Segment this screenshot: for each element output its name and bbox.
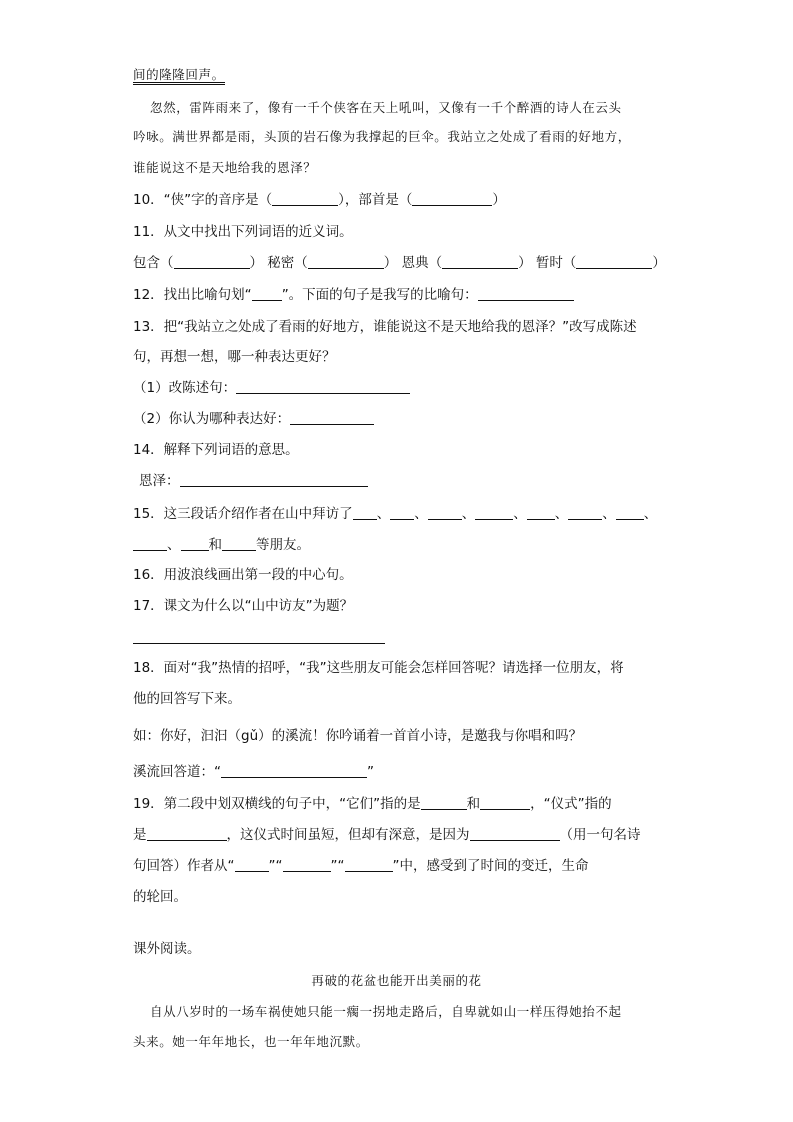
answer-blank[interactable] bbox=[616, 505, 644, 520]
question-19-line3 bbox=[133, 857, 589, 875]
answer-blank[interactable] bbox=[221, 763, 367, 778]
answer-blank[interactable] bbox=[235, 857, 269, 872]
question-19 bbox=[133, 795, 612, 813]
answer-blank[interactable] bbox=[174, 254, 250, 269]
question-text: 10．“侠”字的音序是（ bbox=[133, 192, 273, 208]
question-text: ） 暂时（ bbox=[518, 255, 577, 271]
question-text: 和 bbox=[466, 796, 481, 812]
question-text: ”。下面的句子是我写的比喻句： bbox=[281, 287, 478, 303]
answer-blank[interactable] bbox=[442, 254, 518, 269]
separator: 、 bbox=[554, 506, 569, 522]
article-title: 再破的花盆也能开出美丽的花 bbox=[311, 973, 482, 988]
answer-blank[interactable] bbox=[236, 379, 410, 394]
question-text: 包含（ bbox=[133, 255, 174, 271]
answer-blank[interactable] bbox=[568, 505, 602, 520]
passage-line bbox=[133, 66, 225, 84]
question-13-line2: 句，再想一想，哪一种表达更好？ bbox=[133, 349, 336, 365]
separator: 、 bbox=[376, 506, 391, 522]
question-15-line2 bbox=[133, 536, 310, 554]
question-17: 17．课文为什么以“山中访友”为题？ bbox=[133, 598, 354, 614]
question-10 bbox=[133, 191, 506, 209]
question-text: 19．第二段中划双横线的句子中，“它们”指的是 bbox=[133, 796, 421, 812]
question-16: 16．用波浪线画出第一段的中心句。 bbox=[133, 567, 353, 583]
question-text: ”“ bbox=[330, 858, 345, 874]
separator: 、 bbox=[643, 506, 658, 522]
answer-blank[interactable] bbox=[252, 286, 282, 301]
passage-line: 忽然，雷阵雨来了，像有一千个侠客在天上吼叫，又像有一千个醉酒的诗人在云头 bbox=[150, 100, 622, 115]
separator: 、 bbox=[414, 506, 428, 522]
question-text: ） 恩典（ bbox=[383, 255, 443, 271]
answer-blank[interactable] bbox=[527, 505, 555, 520]
question-text: ”“ bbox=[268, 858, 283, 874]
answer-blank[interactable] bbox=[147, 826, 227, 841]
separator: 、 bbox=[602, 506, 616, 522]
question-text: ），部首是（ bbox=[338, 192, 413, 208]
answer-blank[interactable] bbox=[576, 254, 652, 269]
answer-blank[interactable] bbox=[272, 191, 338, 206]
double-underlined-text: 间的隆隆回声。 bbox=[133, 67, 225, 85]
answer-line[interactable] bbox=[133, 643, 385, 644]
answer-blank[interactable] bbox=[421, 795, 467, 810]
answer-blank[interactable] bbox=[290, 410, 374, 425]
question-text: 是 bbox=[133, 827, 147, 843]
question-11-items bbox=[133, 254, 666, 272]
answer-blank[interactable] bbox=[308, 254, 384, 269]
answer-blank[interactable] bbox=[181, 536, 209, 551]
question-12 bbox=[133, 286, 574, 304]
question-19-line2 bbox=[133, 826, 641, 844]
question-text: 12．找出比喻句划“ bbox=[133, 287, 252, 303]
answer-blank[interactable] bbox=[390, 505, 414, 520]
question-13-sub1 bbox=[133, 379, 410, 397]
answer-blank[interactable] bbox=[412, 191, 492, 206]
passage-line: 吟咏。满世界都是雨，头顶的岩石像为我撑起的巨伞。我站立之处成了看雨的好地方， bbox=[133, 129, 631, 144]
question-text: 等朋友。 bbox=[256, 537, 310, 553]
question-text: （1）改陈述句： bbox=[133, 380, 237, 396]
question-text: ） bbox=[492, 192, 506, 208]
separator: 、 bbox=[167, 537, 181, 553]
question-text: （用一句名诗 bbox=[559, 827, 641, 843]
question-11: 11．从文中找出下列词语的近义词。 bbox=[133, 224, 353, 240]
question-13: 13．把“我站立之处成了看雨的好地方，谁能说这不是天地给我的恩泽？”改写成陈述 bbox=[133, 319, 637, 335]
question-18-line2: 他的回答写下来。 bbox=[133, 691, 241, 707]
question-text: ） 秘密（ bbox=[249, 255, 308, 271]
question-text: ，“仪式”指的 bbox=[530, 796, 612, 812]
passage-line: 谁能说这不是天地给我的恩泽？ bbox=[133, 160, 317, 175]
question-14-item bbox=[139, 472, 368, 490]
section-heading: 课外阅读。 bbox=[133, 941, 201, 957]
question-text: 溪流回答道：“ bbox=[133, 764, 221, 780]
question-14: 14．解释下列词语的意思。 bbox=[133, 442, 299, 458]
answer-blank[interactable] bbox=[180, 472, 368, 487]
question-18-answer bbox=[133, 763, 374, 781]
question-text: ） bbox=[652, 255, 666, 271]
question-text: ，这仪式时间虽短，但却有深意，是因为 bbox=[226, 827, 470, 843]
question-text: 和 bbox=[208, 537, 222, 553]
question-text: ” bbox=[367, 764, 374, 780]
answer-blank[interactable] bbox=[480, 795, 530, 810]
article-paragraph: 自从八岁时的一场车祸使她只能一瘸一拐地走路后，自卑就如山一样压得她抬不起 bbox=[150, 1004, 622, 1019]
separator: 、 bbox=[461, 506, 476, 522]
question-text: 恩泽： bbox=[139, 473, 180, 489]
question-19-line4: 的轮回。 bbox=[133, 889, 187, 905]
answer-blank[interactable] bbox=[470, 826, 560, 841]
question-text: 15．这三段话介绍作者在山中拜访了 bbox=[133, 506, 353, 522]
answer-blank[interactable] bbox=[475, 505, 513, 520]
answer-blank[interactable] bbox=[478, 286, 574, 301]
question-text: （2）你认为哪种表达好： bbox=[133, 411, 291, 427]
answer-blank[interactable] bbox=[222, 536, 256, 551]
answer-blank[interactable] bbox=[133, 536, 167, 551]
answer-blank[interactable] bbox=[428, 505, 462, 520]
question-text: 句回答）作者从“ bbox=[133, 858, 235, 874]
answer-blank[interactable] bbox=[345, 857, 393, 872]
answer-blank[interactable] bbox=[283, 857, 331, 872]
separator: 、 bbox=[513, 506, 527, 522]
question-18-example: 如：你好，汩汩（gǔ）的溪流！你吟诵着一首首小诗，是邀我与你唱和吗？ bbox=[133, 728, 583, 744]
article-paragraph: 头来。她一年年地长，也一年年地沉默。 bbox=[133, 1034, 369, 1049]
answer-blank[interactable] bbox=[353, 505, 377, 520]
question-15 bbox=[133, 505, 657, 523]
question-13-sub2 bbox=[133, 410, 374, 428]
question-text: ”中，感受到了时间的变迁，生命 bbox=[392, 858, 589, 874]
question-18: 18．面对“我”热情的招呼，“我”这些朋友可能会怎样回答呢？请选择一位朋友，将 bbox=[133, 660, 624, 676]
